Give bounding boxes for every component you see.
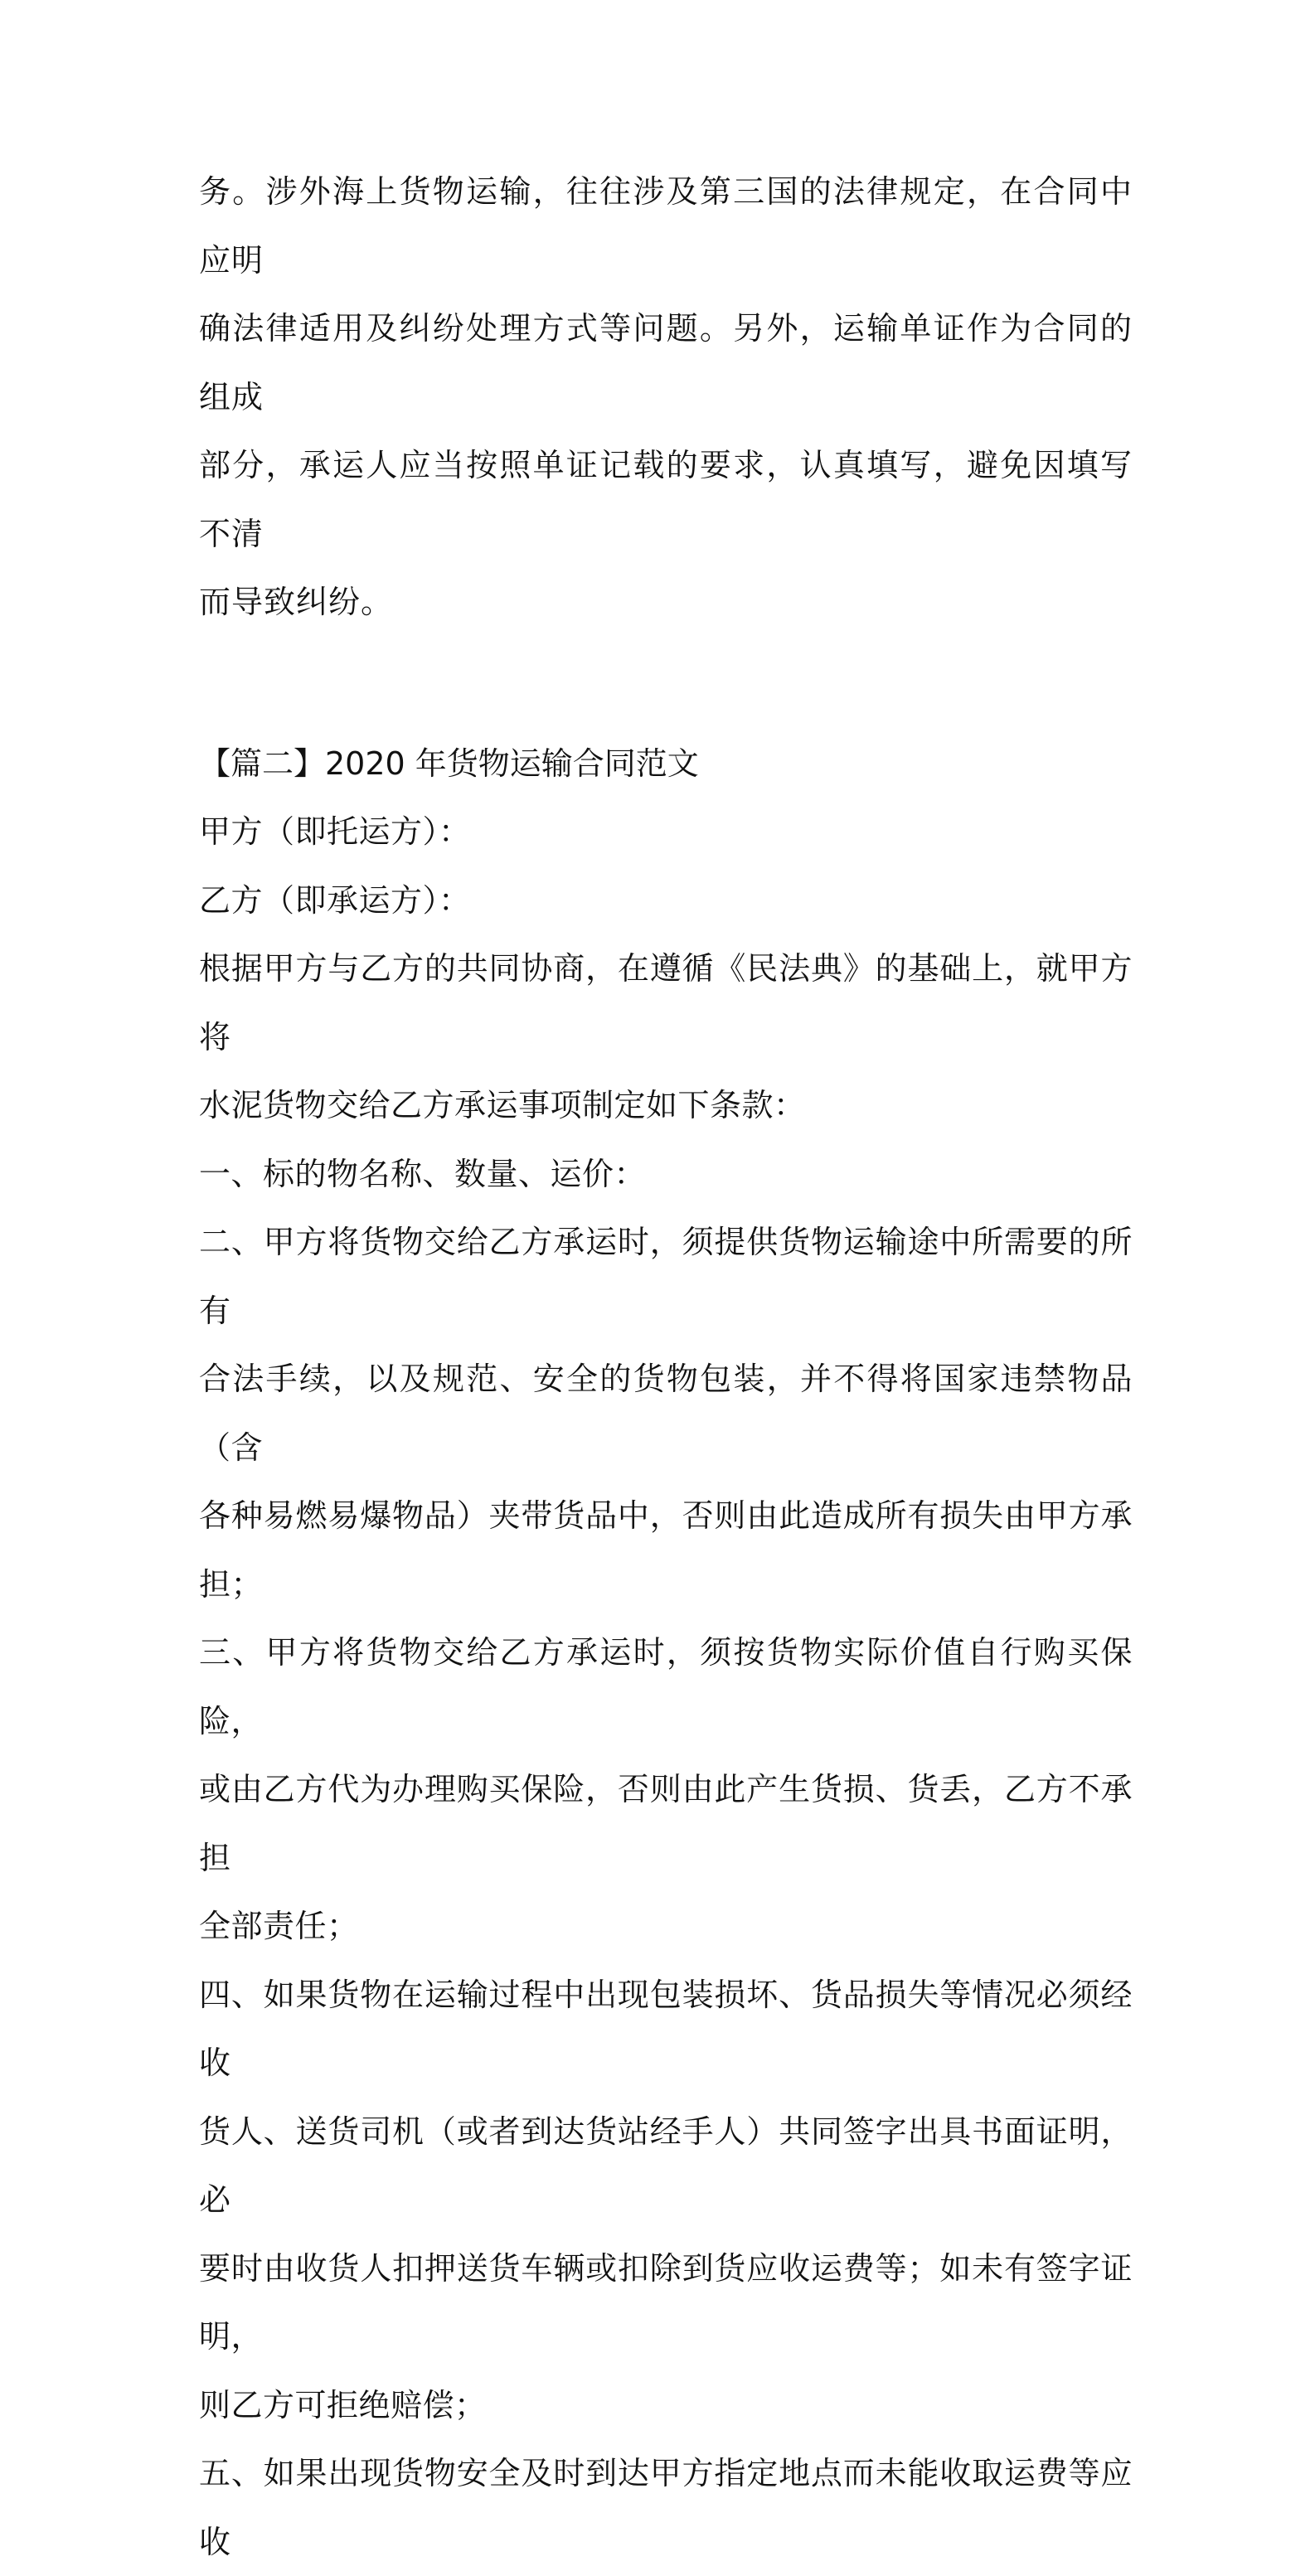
text-line: 货人、送货司机（或者到达货站经手人）共同签字出具书面证明，必	[199, 2113, 1133, 2218]
party-b-line: 乙方（即承运方）：	[199, 881, 471, 919]
text-line: 确法律适用及纠纷处理方式等问题。另外，运输单证作为合同的组成	[199, 310, 1133, 415]
text-line: 要时由收货人扣押送货车辆或扣除到货应收运费等；如未有签字证明，	[199, 2249, 1133, 2355]
clause-1: 一、标的物名称、数量、运价：	[199, 1155, 647, 1192]
text-line: 或由乙方代为办理购买保险，否则由此产生货损、货丢，乙方不承担	[199, 1771, 1133, 1876]
clause-4: 四、如果货物在运输过程中出现包装损坏、货品损失等情况必须经收	[199, 1976, 1133, 2081]
document-body	[199, 158, 1133, 2576]
clause-5: 五、如果出现货物安全及时到达甲方指定地点而未能收取运费等应收	[199, 2455, 1133, 2560]
text-line: 根据甲方与乙方的共同协商，在遵循《民法典》的基础上，就甲方将	[199, 950, 1133, 1055]
section-spacer	[199, 637, 1133, 730]
text-line: 合法手续，以及规范、安全的货物包装，并不得将国家违禁物品（含	[199, 1361, 1133, 1466]
section-title: 【篇二】2020 年货物运输合同范文	[199, 745, 699, 782]
text-line: 则乙方可拒绝赔偿；	[199, 2386, 487, 2423]
clause-2: 二、甲方将货物交给乙方承运时，须提供货物运输途中所需要的所有	[199, 1224, 1133, 1329]
intro-paragraph	[199, 158, 1133, 637]
party-a-line: 甲方（即托运方）：	[199, 813, 471, 850]
text-line: 水泥货物交给乙方承运事项制定如下条款：	[199, 1087, 806, 1123]
text-line: 务。涉外海上货物运输，往往涉及第三国的法律规定，在合同中应明	[199, 173, 1133, 279]
text-line: 全部责任；	[199, 1908, 359, 1944]
contract-clauses	[199, 798, 1133, 2576]
clause-3: 三、甲方将货物交给乙方承运时，须按货物实际价值自行购买保险，	[199, 1634, 1133, 1739]
text-line: 而导致纠纷。	[199, 584, 394, 620]
text-line: 各种易燃易爆物品）夹带货品中，否则由此造成所有损失由甲方承担；	[199, 1497, 1133, 1603]
text-line: 部分，承运人应当按照单证记载的要求，认真填写，避免因填写不清	[199, 447, 1133, 552]
